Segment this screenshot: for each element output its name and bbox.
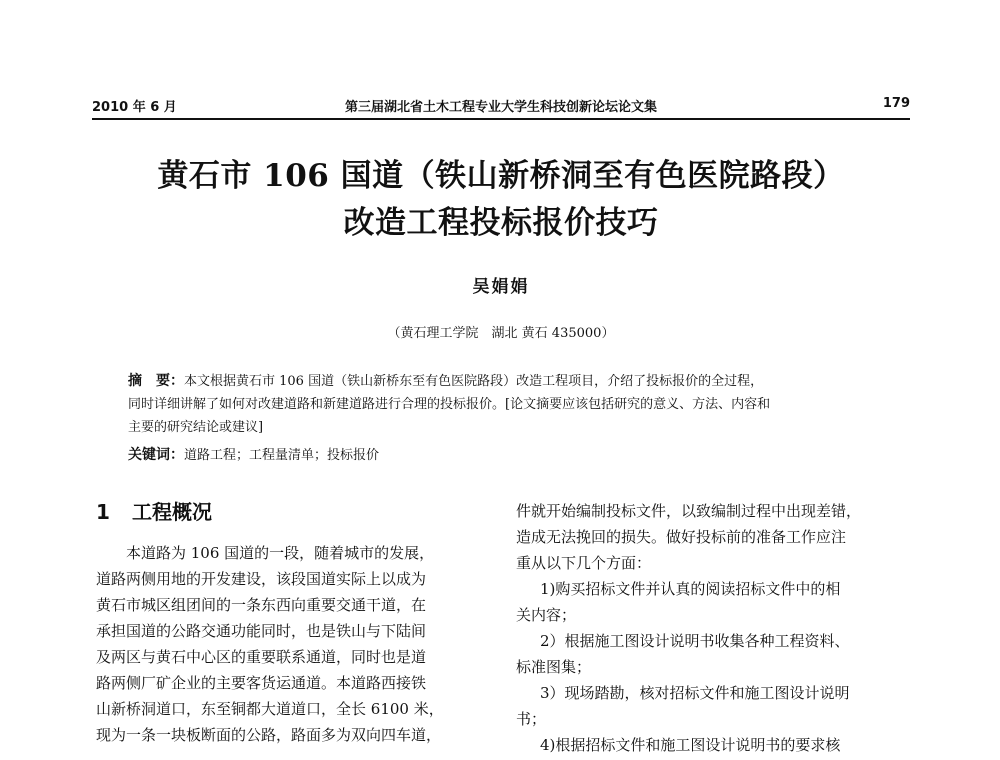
abstract (128, 370, 880, 439)
header-rule (92, 118, 910, 120)
keywords-text: 道路工程；工程量清单；投标报价 (184, 448, 380, 463)
abstract-line: 同时详细讲解了如何对改建道路和新建道路进行合理的投标报价。[论文摘要应该包括研究的意义、方法、内容和 (128, 397, 771, 412)
body-line: 书； (516, 710, 547, 728)
section-title: 工程概况 (132, 500, 212, 524)
body-line: 山新桥洞道口，东至铜都大道道口，全长 6100 米， (96, 700, 444, 718)
list-item: 4)根据招标文件和施工图设计说明书的要求核 (540, 736, 841, 754)
body-line: 本道路为 106 国道的一段，随着城市的发展， (126, 544, 435, 562)
list-item: 3）现场踏勘，核对招标文件和施工图设计说明 (540, 684, 850, 702)
body-line: 及两区与黄石中心区的重要联系通道，同时也是道 (96, 648, 427, 666)
abstract-text: 本文根据黄石市 106 国道（铁山新桥东至有色医院路段）改造工程项目，介绍了投标报价的全过程， (184, 374, 764, 389)
body-line: 件就开始编制投标文件，以致编制过程中出现差错， (516, 502, 862, 520)
paper-title-line-1: 黄石市 106 国道（铁山新桥洞至有色医院路段） (157, 158, 845, 194)
keywords-label: 关键词： (128, 447, 184, 463)
author-affiliation: （黄石理工学院 湖北 黄石 435000） (387, 326, 615, 341)
keywords (128, 444, 379, 464)
header-page-number: 179 (882, 96, 910, 111)
abstract-line: 主要的研究结论或建议] (128, 420, 264, 435)
right-column (516, 498, 912, 758)
body-line: 重从以下几个方面： (516, 554, 652, 572)
section-number: 1 (96, 500, 110, 524)
running-header (92, 94, 910, 116)
abstract-line (128, 370, 880, 393)
abstract-label: 摘 要： (128, 373, 184, 389)
body-line: 现为一条一块板断面的公路，路面多为双向四车道， (96, 726, 442, 744)
body-line: 造成无法挽回的损失。做好投标前的准备工作应注 (516, 528, 847, 546)
body-line: 路两侧厂矿企业的主要客货运通道。本道路西接铁 (96, 674, 427, 692)
body-line: 道路两侧用地的开发建设，该段国道实际上以成为 (96, 570, 427, 588)
body-line: 标准图集； (516, 658, 592, 676)
header-journal: 第三届湖北省土木工程专业大学生科技创新论坛论文集 (344, 100, 657, 115)
body-line: 黄石市城区组团间的一条东西向重要交通干道，在 (96, 596, 427, 614)
body-line: 关内容； (516, 606, 577, 624)
body-line: 承担国道的公路交通功能同时，也是铁山与下陆间 (96, 622, 427, 640)
author-name: 吴娟娟 (472, 277, 530, 297)
list-item: 1)购买招标文件并认真的阅读招标文件中的相 (540, 580, 841, 598)
paper-title-line-2: 改造工程投标报价技巧 (343, 205, 659, 241)
header-date: 2010 年 6 月 (92, 100, 177, 115)
list-item: 2）根据施工图设计说明书收集各种工程资料、 (540, 632, 850, 650)
left-column (96, 540, 488, 748)
section-heading (96, 496, 212, 525)
